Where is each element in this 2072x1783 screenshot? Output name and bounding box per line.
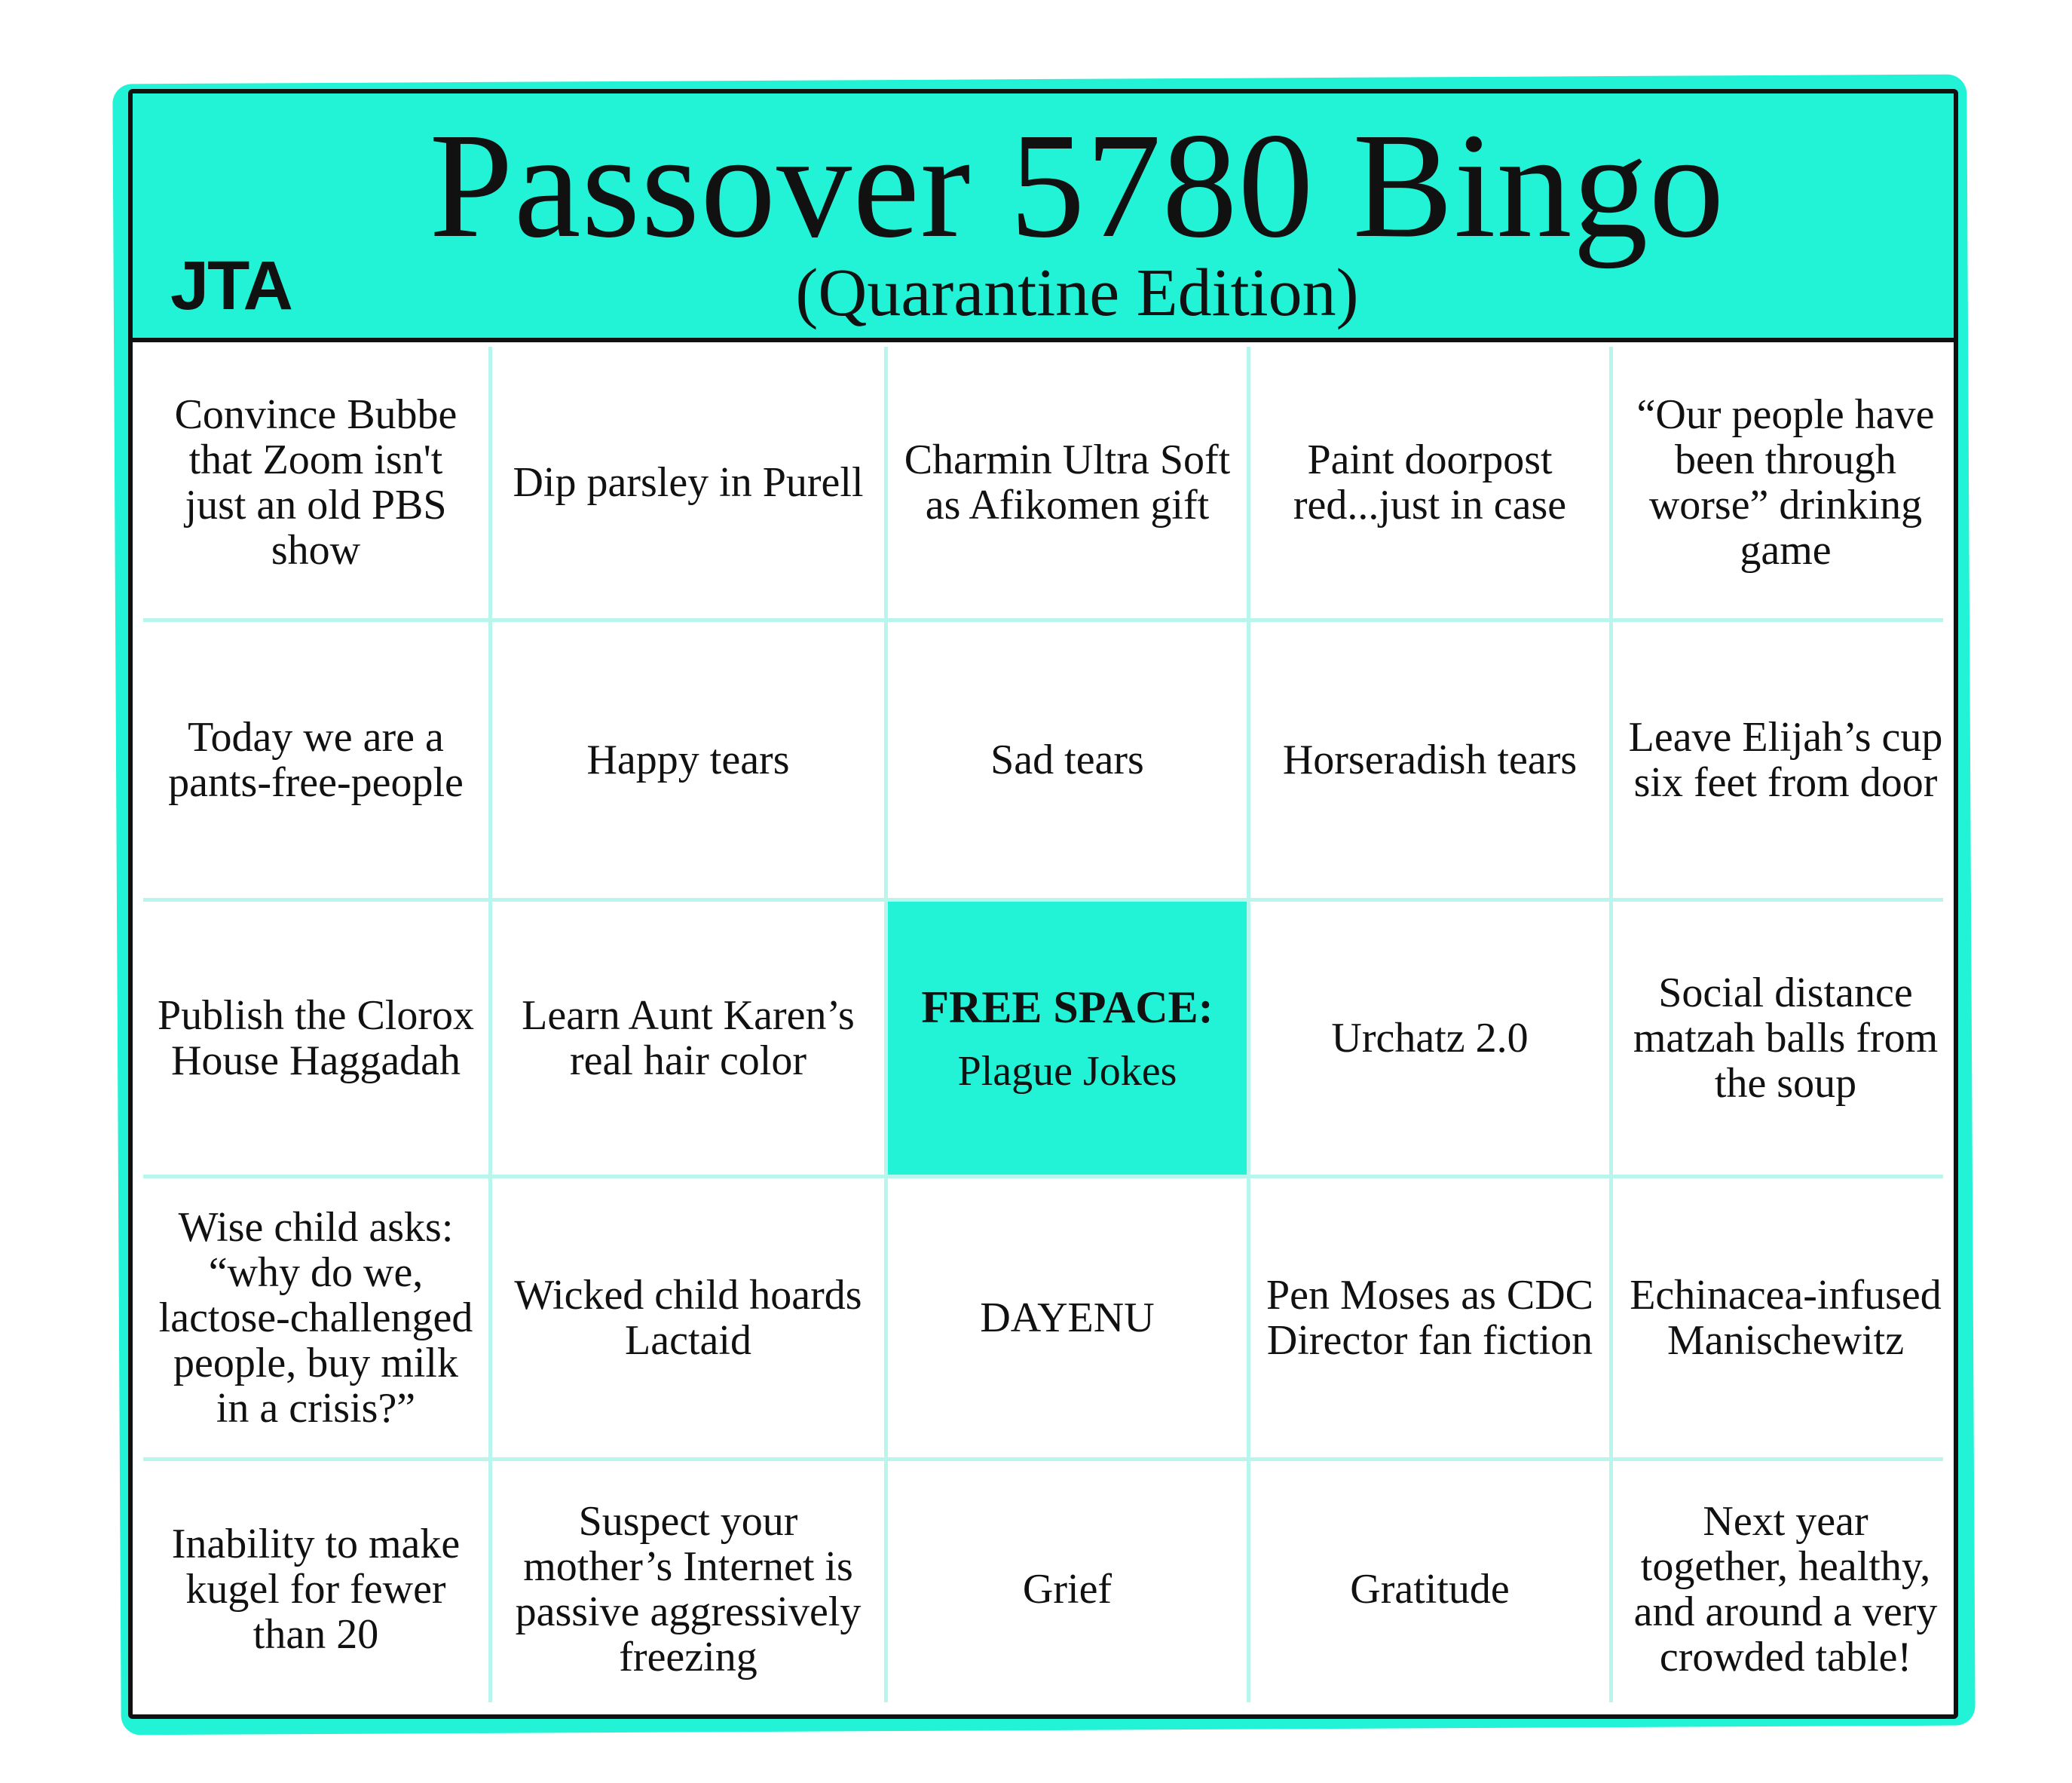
- bingo-cell-text: Sad tears: [990, 737, 1144, 783]
- bingo-cell[interactable]: [1613, 1461, 1958, 1717]
- bingo-cell-text: Convince Bubbe that Zoom isn't just an old PBS show: [174, 391, 458, 574]
- bingo-cell-text: Learn Aunt Karen’s real hair color: [522, 992, 855, 1084]
- bingo-cell[interactable]: [492, 902, 884, 1175]
- bingo-cell-text: Paint doorpost red...just in case: [1293, 437, 1567, 528]
- bingo-cell-text: Wise child asks: “why do we, lactose-challenged people, buy milk in a crisis?”: [158, 1204, 473, 1432]
- bingo-cell[interactable]: [1250, 622, 1609, 898]
- bingo-cell-text: Today we are a pants-free-people: [168, 714, 464, 806]
- bingo-cell[interactable]: [1250, 347, 1609, 618]
- bingo-cell[interactable]: [888, 1461, 1247, 1717]
- free-space-label: FREE SPACE:: [921, 982, 1214, 1032]
- free-space-text: Plague Jokes: [957, 1048, 1177, 1095]
- bingo-cell-text: Publish the Clorox House Haggadah: [157, 992, 475, 1084]
- bingo-cell[interactable]: [143, 902, 488, 1175]
- jta-logo: JTA: [170, 247, 292, 324]
- page-subtitle: (Quarantine Edition): [795, 256, 1359, 330]
- bingo-cell[interactable]: [1613, 622, 1958, 898]
- bingo-cell[interactable]: [888, 1178, 1247, 1457]
- bingo-cell[interactable]: [143, 1178, 488, 1457]
- bingo-cell-text: Next year together, healthy, and around a very crowded table!: [1633, 1498, 1938, 1680]
- bingo-cell[interactable]: [1613, 1178, 1958, 1457]
- bingo-cell-text: Charmin Ultra Soft as Afikomen gift: [904, 437, 1231, 528]
- bingo-cell-text: Dip parsley in Purell: [513, 459, 864, 506]
- bingo-cell-text: Urchatz 2.0: [1331, 1015, 1529, 1062]
- bingo-cell-text: Pen Moses as CDC Director fan fiction: [1266, 1272, 1594, 1364]
- bingo-cell-text: Horseradish tears: [1282, 737, 1578, 783]
- bingo-grid: [143, 347, 1943, 1702]
- bingo-cell-text: Echinacea-infused Manischewitz: [1630, 1272, 1942, 1364]
- page-title: Passover 5780 Bingo: [429, 103, 1725, 269]
- bingo-cell-text: Wicked child hoards Lactaid: [514, 1272, 862, 1364]
- bingo-cell[interactable]: [492, 622, 884, 898]
- bingo-cell-text: Inability to make kugel for fewer than 20: [171, 1521, 461, 1658]
- bingo-cell[interactable]: [1250, 902, 1609, 1175]
- bingo-cell-text: Gratitude: [1350, 1566, 1510, 1613]
- bingo-cell-text: Happy tears: [586, 737, 790, 783]
- free-space-cell[interactable]: [888, 902, 1247, 1175]
- bingo-cell[interactable]: [1250, 1178, 1609, 1457]
- bingo-cell[interactable]: [492, 1461, 884, 1717]
- bingo-cell[interactable]: [143, 1461, 488, 1717]
- bingo-cell[interactable]: [888, 622, 1247, 898]
- bingo-card: [128, 89, 1958, 1719]
- bingo-cell[interactable]: [888, 347, 1247, 618]
- bingo-cell-text: Social distance matzah balls from the soup: [1633, 970, 1939, 1107]
- bingo-cell[interactable]: [1613, 902, 1958, 1175]
- bingo-cell-text: “Our people have been through worse” drinking game: [1636, 391, 1935, 574]
- bingo-cell[interactable]: [1250, 1461, 1609, 1717]
- bingo-cell-text: Suspect your mother’s Internet is passive aggressively freezing: [515, 1498, 862, 1680]
- bingo-cell[interactable]: [492, 1178, 884, 1457]
- bingo-cell[interactable]: [492, 347, 884, 618]
- card-header: [133, 93, 1954, 342]
- bingo-cell-text: DAYENU: [980, 1294, 1155, 1341]
- bingo-cell-text: Leave Elijah’s cup six feet from door: [1628, 714, 1943, 806]
- bingo-cell[interactable]: [143, 347, 488, 618]
- bingo-cell[interactable]: [1613, 347, 1958, 618]
- bingo-cell[interactable]: [143, 622, 488, 898]
- bingo-cell-text: Grief: [1022, 1566, 1113, 1613]
